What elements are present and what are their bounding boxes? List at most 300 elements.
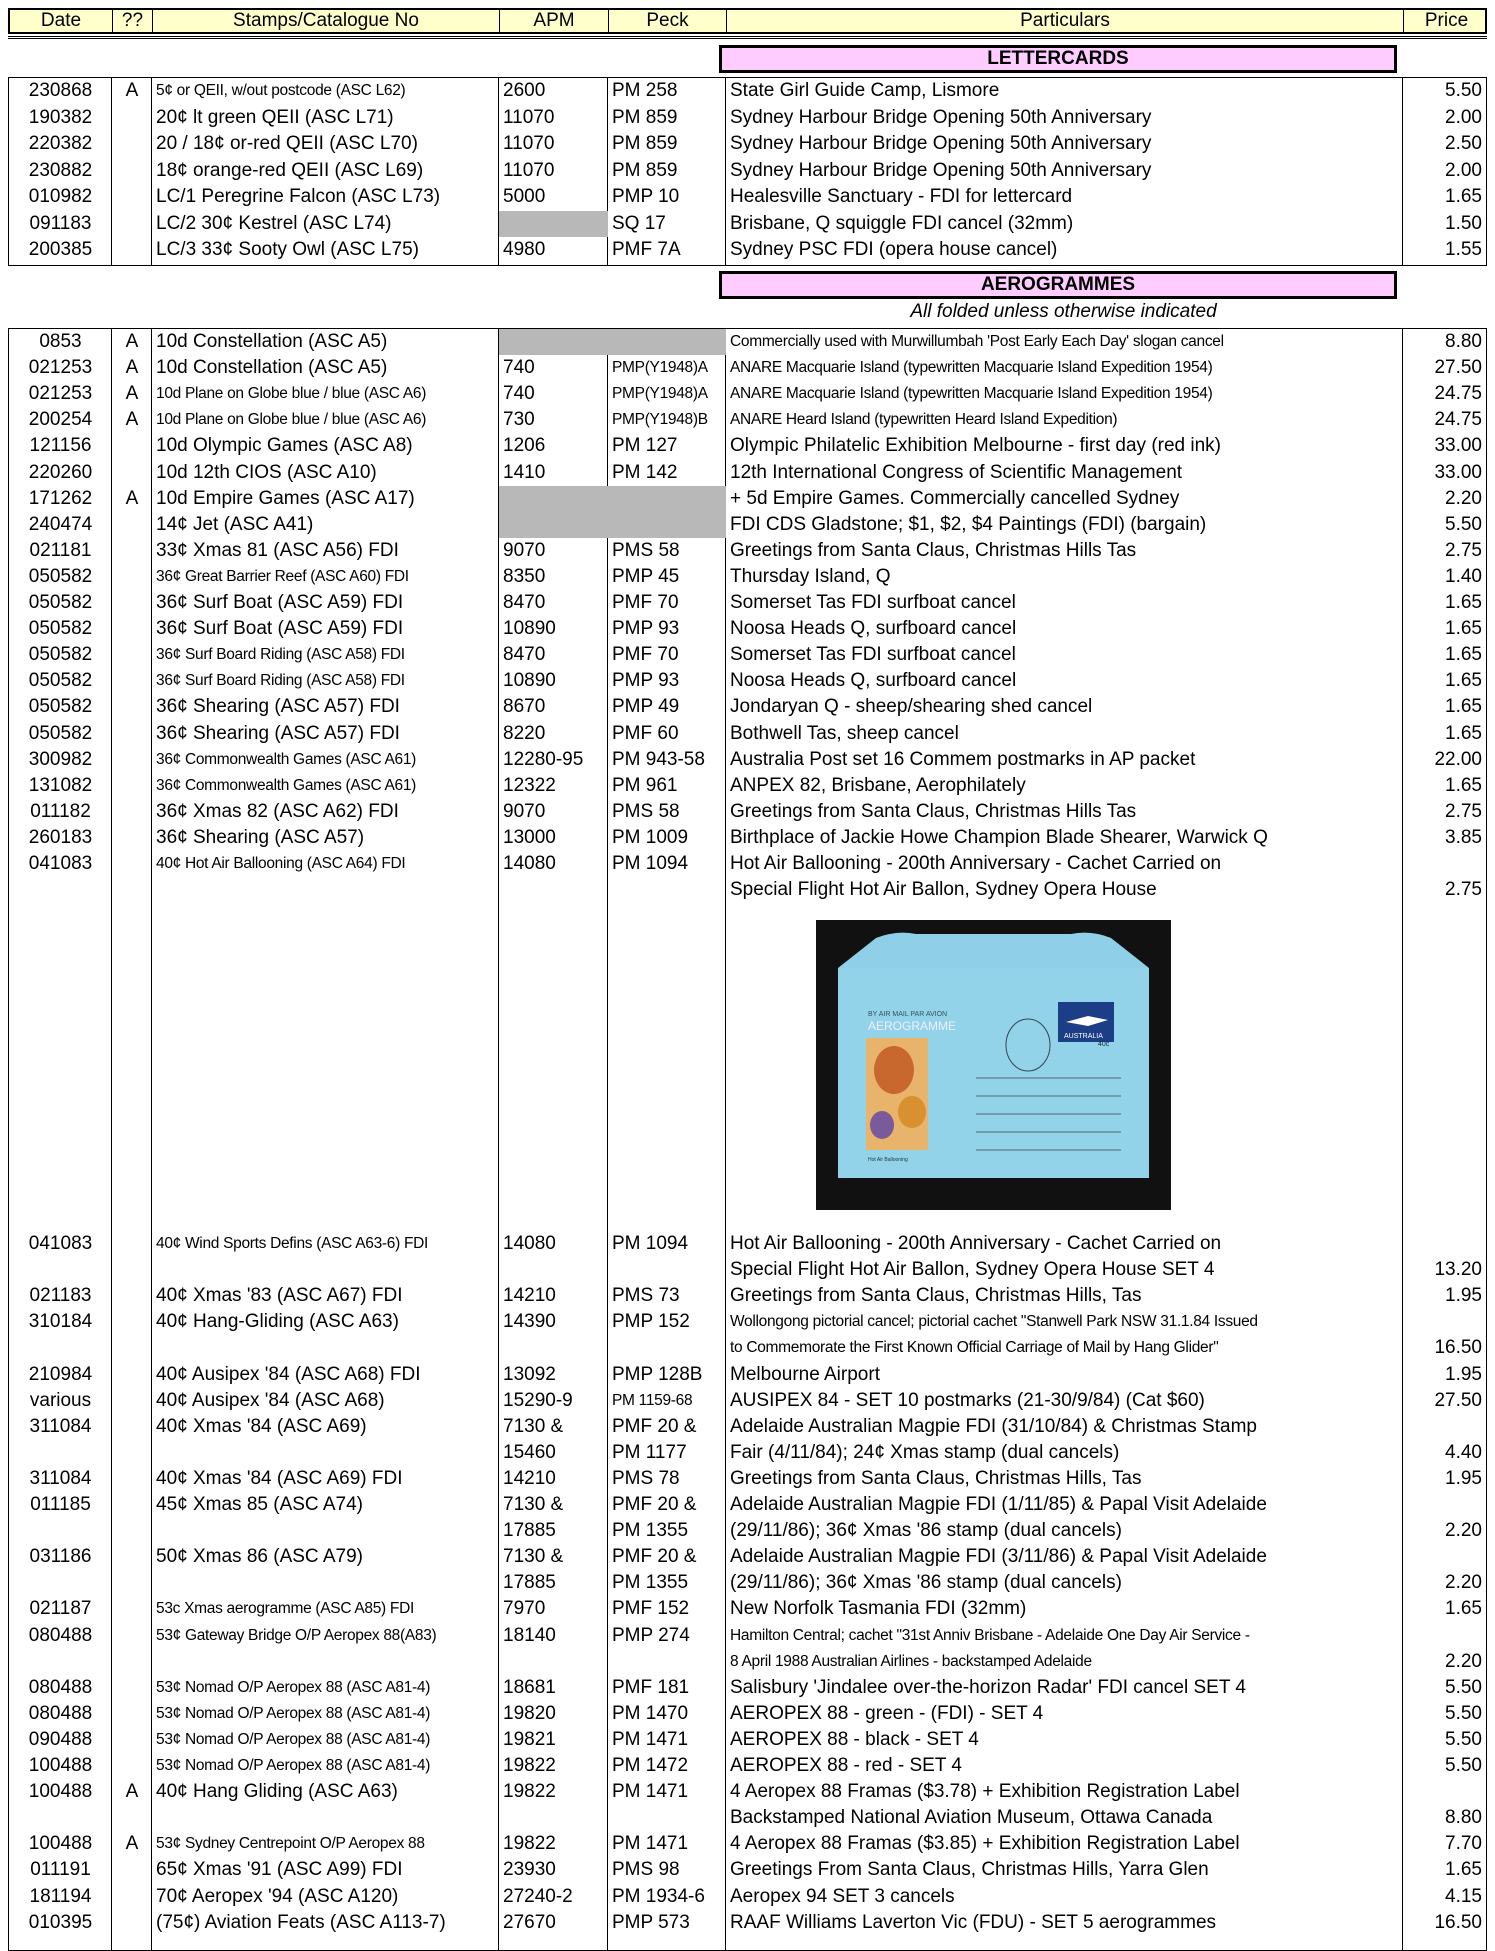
cell-part: (29/11/86); 36¢ Xmas '86 stamp (dual cancels) [730,1520,1122,1542]
table-row [9,1831,1488,1857]
cell-flag [112,1623,152,1649]
cell-stamp: 40¢ Xmas '84 (ASC A69) [156,1415,367,1437]
cell-part: Australia Post set 16 Commem postmarks in AP packet [730,748,1196,770]
cell-apm: 740 [503,357,535,379]
header-date: Date [10,10,113,32]
cell-date [9,1518,112,1544]
cell-flag [112,512,152,538]
cell-part: Greetings from Santa Claus, Christmas Hills, Tas [730,1467,1142,1489]
cell-price: 1.95 [1445,1285,1482,1307]
cell-price: 16.50 [1434,1911,1482,1933]
cell-stamp: 36¢ Xmas 82 (ASC A62) FDI [156,800,399,822]
cell-stamp [152,1805,499,1831]
cell-flag [112,131,152,157]
cell-stamp: 20 / 18¢ or-red QEII (ASC L70) [156,133,418,154]
table-row [9,1701,1488,1727]
table-row [9,799,1488,825]
cell-price: 16.50 [1434,1337,1482,1359]
cell-price: 5.50 [1445,1702,1482,1724]
cell-price: 2.75 [1445,539,1482,561]
cell-stamp [152,1649,499,1675]
cell-peck [608,329,726,355]
cell-price: 33.00 [1434,461,1482,483]
cell-date: 181194 [29,1885,92,1907]
table-row [9,486,1488,512]
cell-peck: PMF 7A [612,239,681,260]
cell-stamp [152,1518,499,1544]
cell-date: 260183 [28,826,93,848]
table-row [9,1388,1488,1414]
cell-apm [499,1335,608,1361]
cell-apm: 11070 [503,106,555,128]
cell-apm: 8470 [503,592,546,613]
cell-apm: 8670 [503,696,546,718]
table-row [9,1675,1488,1701]
cell-stamp: 45¢ Xmas 85 (ASC A74) [156,1494,363,1515]
cell-flag [112,851,152,877]
cell-apm: 18140 [503,1624,556,1646]
cell-stamp: 36¢ Shearing (ASC A57) FDI [156,722,400,744]
cell-date: 021253 [28,357,93,379]
cell-price: 5.50 [1445,513,1482,535]
table-row [9,355,1488,381]
cell-price: 2.00 [1445,106,1482,128]
cell-part: Noosa Heads Q, surfboard cancel [730,618,1017,640]
cell-peck: PMP 93 [612,670,680,692]
cell-date: 010982 [28,186,93,207]
cell-price: 1.95 [1445,1363,1482,1385]
cell-stamp: 10d 12th CIOS (ASC A10) [156,461,377,483]
table-row [9,329,1488,355]
cell-stamp: 10d Constellation (ASC A5) [156,331,388,352]
cell-part: 4 Aeropex 88 Framas ($3.78) + Exhibition Registration Label [730,1781,1240,1803]
cell-date: 011191 [30,1859,91,1881]
cell-stamp [152,1570,499,1596]
header-peck: Peck [609,10,727,32]
cell-peck: PMP 49 [612,696,680,718]
cell-flag [112,1388,152,1414]
cell-peck: PM 258 [612,80,678,101]
cell-part: Thursday Island, Q [730,565,891,587]
cell-price: 1.55 [1445,239,1482,260]
table-row [9,105,1488,131]
table-row [9,1257,1488,1283]
table-row [9,381,1488,407]
cell-apm [499,211,608,237]
cell-part: Greetings from Santa Claus, Christmas Hills Tas [730,539,1137,561]
cell-stamp: 65¢ Xmas '91 (ASC A99) FDI [156,1859,403,1881]
cell-peck: PMF 20 & [612,1415,697,1437]
cell-date: 311084 [29,1467,92,1489]
cell-date: 021187 [29,1598,92,1620]
cell-peck: PMP 10 [612,186,680,207]
cell-flag [112,1675,152,1701]
cell-part: Hot Air Ballooning - 200th Anniversary - Cachet Carried on [730,853,1222,874]
table-row [9,1544,1488,1570]
cell-apm: 7130 & [503,1494,564,1515]
cell-stamp [152,877,499,903]
cell-stamp: 36¢ Great Barrier Reef (ASC A60) FDI [156,567,409,585]
cell-flag: A [125,1833,139,1855]
cell-apm: 8470 [503,644,546,666]
cell-date [9,1335,112,1361]
cell-flag [112,694,152,720]
cell-peck: PM 859 [612,133,678,154]
cell-stamp: 5¢ or QEII, w/out postcode (ASC L62) [156,82,406,99]
cell-date: 031186 [29,1546,92,1568]
cell-part: ANARE Macquarie Island (typewritten Macquarie Island Expedition 1954) [730,385,1213,403]
cell-date: 230868 [28,80,93,101]
cell-price: 3.85 [1445,826,1482,848]
cell-price: 8.80 [1445,331,1482,352]
cell-date: 0853 [39,331,82,352]
table-row [9,131,1488,157]
cell-date: 080488 [28,1676,93,1698]
cell-price: 13.20 [1434,1259,1482,1281]
cell-flag [112,158,152,184]
cell-price [1403,1544,1488,1570]
cell-stamp: 53¢ Nomad O/P Aeropex 88 (ASC A81-4) [156,1704,431,1722]
cell-price: 24.75 [1434,409,1482,431]
cell-apm: 15460 [503,1441,556,1463]
table-row [9,538,1488,564]
cell-price: 33.00 [1434,435,1482,457]
cell-price: 5.50 [1445,1676,1482,1698]
cell-peck: PMP 274 [612,1624,690,1646]
cell-apm: 18681 [503,1676,556,1698]
cell-stamp: 53¢ Nomad O/P Aeropex 88 (ASC A81-4) [156,1730,431,1748]
cell-apm: 27240-2 [503,1885,573,1907]
table-row [9,773,1488,799]
cell-price [1403,1779,1488,1805]
cell-stamp: 36¢ Commonwealth Games (ASC A61) [156,776,417,794]
cell-flag: A [125,357,139,379]
cell-flag [112,642,152,668]
cell-stamp: 50¢ Xmas 86 (ASC A79) [156,1546,363,1568]
cell-peck: PMP(Y1948)A [612,359,708,377]
cell-price: 27.50 [1434,357,1482,379]
cell-stamp: 10d Plane on Globe blue / blue (ASC A6) [156,385,427,403]
cell-peck: PM 1471 [612,1728,689,1750]
cell-stamp [152,1257,499,1283]
cell-flag [112,1440,152,1466]
table-row [9,433,1488,459]
cell-flag [112,590,152,616]
cell-part: + 5d Empire Games. Commercially cancelled Sydney [730,487,1180,509]
cell-peck: PM 961 [612,774,678,796]
table-row [9,564,1488,590]
cell-apm: 19822 [503,1755,556,1776]
cell-price: 1.40 [1445,565,1482,587]
table-row [9,1309,1488,1335]
cell-peck: PM 142 [612,461,678,483]
cell-date: 041083 [28,853,93,874]
cell-date: 090488 [28,1728,93,1750]
cell-apm: 7130 & [503,1546,564,1568]
cell-peck: PM 1471 [612,1833,689,1855]
cell-date: 050582 [28,644,93,666]
cell-part: ANARE Heard Island (typewritten Heard Island Expedition) [730,411,1118,429]
cell-peck: PM 1472 [612,1755,689,1776]
aerogrammes-title: AEROGRAMMES [719,271,1397,299]
cell-peck: PMF 181 [612,1676,690,1698]
cell-part: 12th International Congress of Scientific Management [730,461,1183,483]
cell-apm: 5000 [503,186,546,207]
table-header [8,8,1487,34]
cell-stamp: 40¢ Hang-Gliding (ASC A63) [156,1311,399,1333]
cell-apm: 7130 & [503,1415,564,1437]
table-row [9,1362,1488,1388]
cell-stamp: 40¢ Hot Air Ballooning (ASC A64) FDI [156,855,406,872]
cell-price: 2.75 [1445,879,1482,901]
cell-apm: 14390 [503,1311,556,1333]
cell-peck [608,1649,726,1675]
cell-peck: PM 943-58 [612,748,705,770]
image-aerogramme-text: AEROGRAMME [868,1019,957,1033]
cell-stamp: 40¢ Hang Gliding (ASC A63) [156,1781,398,1803]
cell-apm [499,1257,608,1283]
cell-price: 5.50 [1445,80,1482,101]
cell-flag [112,1414,152,1440]
cell-date: 091183 [29,212,92,234]
cell-peck: PMS 78 [612,1467,680,1489]
cell-date: 021253 [28,383,93,405]
cell-part: State Girl Guide Camp, Lismore [730,80,1000,101]
cell-date: various [29,1389,92,1411]
cell-flag [112,1492,152,1518]
table-row [9,590,1488,616]
cell-peck: PMS 58 [612,800,680,822]
cell-part: Greetings from Santa Claus, Christmas Hills, Tas [730,1285,1142,1307]
cell-price: 1.65 [1445,774,1482,796]
cell-part: Aeropex 94 SET 3 cancels [730,1885,955,1907]
cell-flag [112,1910,152,1936]
cell-flag [112,1596,152,1622]
cell-apm [499,877,608,903]
table-row [9,460,1488,486]
table-row [9,184,1488,210]
cell-flag: A [125,331,139,352]
cell-part: (29/11/86); 36¢ Xmas '86 stamp (dual cancels) [730,1572,1122,1594]
cell-date: 041083 [28,1233,93,1254]
cell-stamp: 53¢ Sydney Centrepoint O/P Aeropex 88 [156,1835,425,1853]
cell-stamp: 10d Olympic Games (ASC A8) [156,435,413,457]
cell-peck: PMF 70 [612,592,679,613]
table-row [9,1440,1488,1466]
cell-apm: 14210 [503,1285,556,1307]
cell-price [1403,851,1488,877]
cell-apm: 13092 [503,1363,556,1385]
cell-peck: PMF 152 [612,1598,690,1620]
cell-flag [112,1884,152,1910]
cell-peck: PMF 60 [612,722,679,744]
table-row [9,1414,1488,1440]
cell-stamp: 53¢ Nomad O/P Aeropex 88 (ASC A81-4) [156,1678,431,1696]
cell-part: Special Flight Hot Air Ballon, Sydney Opera House SET 4 [730,1259,1215,1281]
cell-price: 1.50 [1445,212,1482,234]
cell-flag [112,825,152,851]
cell-date: 010395 [28,1911,93,1933]
table-row [9,158,1488,184]
cell-stamp: 10d Constellation (ASC A5) [156,357,388,379]
table-row [9,78,1488,104]
aerogrammes-table [8,328,1487,1951]
cell-price: 1.65 [1445,1859,1482,1881]
header-divider [8,36,1487,39]
cell-peck: PMP 573 [612,1911,690,1933]
cell-apm: 740 [503,383,535,405]
cell-date: 050582 [28,592,93,613]
cell-price: 2.20 [1445,1520,1482,1542]
cell-price: 4.15 [1445,1885,1482,1907]
cell-peck: PM 1159-68 [612,1391,693,1409]
cell-apm: 13000 [503,826,556,848]
aerogrammes-subtitle: All folded unless otherwise indicated [910,301,1217,322]
table-row [9,1623,1488,1649]
cell-apm: 12280-95 [503,748,584,770]
cell-peck [608,512,726,538]
cell-stamp: 53¢ Gateway Bridge O/P Aeropex 88(A83) [156,1626,437,1644]
cell-flag [112,616,152,642]
cell-part: Adelaide Australian Magpie FDI (3/11/86) & Papal Visit Adelaide [730,1546,1267,1568]
cell-date: 131082 [28,774,93,796]
cell-flag [112,668,152,694]
cell-peck: PM 1094 [612,1233,689,1254]
cell-date: 220260 [28,461,93,483]
cell-date: 230882 [28,159,93,181]
cell-part: Sydney Harbour Bridge Opening 50th Anniversary [730,159,1152,181]
table-row [9,1779,1488,1805]
cell-stamp: (75¢) Aviation Feats (ASC A113-7) [156,1911,446,1933]
cell-apm: 19821 [503,1728,556,1750]
cell-peck: PM 1177 [612,1441,687,1463]
cell-stamp [152,1335,499,1361]
cell-part: Olympic Philatelic Exhibition Melbourne - first day (red ink) [730,435,1222,457]
cell-stamp: 53c Xmas aerogramme (ASC A85) FDI [156,1600,414,1618]
cell-stamp: 20¢ lt green QEII (ASC L71) [156,106,394,128]
cell-date: 240474 [28,513,93,535]
table-row [9,877,1488,903]
cell-part: Greetings From Santa Claus, Christmas Hills, Yarra Glen [730,1859,1209,1881]
cell-stamp: 70¢ Aeropex '94 (ASC A120) [156,1885,399,1907]
table-row [9,694,1488,720]
cell-part: Special Flight Hot Air Ballon, Sydney Opera House [730,879,1157,901]
cell-part: Hamilton Central; cachet "31st Anniv Brisbane - Adelaide One Day Air Service - [730,1626,1250,1644]
cell-stamp: LC/3 33¢ Sooty Owl (ASC L75) [156,239,419,260]
cell-apm: 19822 [503,1833,556,1855]
cell-part: ANARE Macquarie Island (typewritten Macquarie Island Expedition 1954) [730,359,1213,377]
table-row [9,616,1488,642]
image-caption: Hot Air Ballooning [868,1157,908,1163]
cell-date: 311084 [29,1415,92,1437]
cell-flag [112,1649,152,1675]
cell-flag [112,799,152,825]
header-flag: ?? [113,10,153,32]
cell-peck: PM 1009 [612,826,689,848]
cell-part: AEROPEX 88 - green - (FDI) - SET 4 [730,1702,1044,1724]
cell-flag [112,773,152,799]
cell-flag [112,1857,152,1883]
cell-date [9,1570,112,1596]
cell-stamp: 14¢ Jet (ASC A41) [156,513,314,535]
cell-stamp: 33¢ Xmas 81 (ASC A56) FDI [156,539,399,561]
cell-flag [112,1231,152,1257]
cell-apm: 15290-9 [503,1389,573,1411]
table-row [9,407,1488,433]
cell-flag [112,184,152,210]
cell-part: AEROPEX 88 - black - SET 4 [730,1728,979,1750]
header-apm: APM [500,10,609,32]
cell-price: 8.80 [1445,1807,1482,1829]
cell-apm: 10890 [503,670,556,692]
cell-apm: 14080 [503,1233,556,1254]
cell-apm [499,512,608,538]
cell-price: 1.65 [1445,186,1482,207]
cell-part: Brisbane, Q squiggle FDI cancel (32mm) [730,212,1074,234]
cell-date [9,1257,112,1283]
table-row [9,668,1488,694]
cell-peck: PM 859 [612,106,678,128]
table-row [9,1805,1488,1831]
cell-flag [112,1362,152,1388]
cell-part: FDI CDS Gladstone; $1, $2, $4 Paintings (FDI) (bargain) [730,513,1207,535]
cell-peck [608,486,726,512]
cell-part: Adelaide Australian Magpie FDI (31/10/84) & Christmas Stamp [730,1415,1257,1437]
table-row [9,1857,1488,1883]
cell-stamp: 36¢ Surf Board Riding (ASC A58) FDI [156,646,405,664]
cell-flag [112,1257,152,1283]
cell-part: Noosa Heads Q, surfboard cancel [730,670,1017,692]
cell-flag [112,105,152,131]
cell-price: 1.65 [1445,670,1482,692]
cell-flag [112,538,152,564]
cell-price: 5.50 [1445,1755,1482,1776]
cell-stamp: 36¢ Shearing (ASC A57) FDI [156,696,400,718]
cell-stamp: 40¢ Xmas '84 (ASC A69) FDI [156,1467,403,1489]
cell-flag: A [125,1781,139,1803]
cell-flag [112,1701,152,1727]
cell-date: 100488 [28,1781,93,1803]
cell-flag [112,1727,152,1753]
cell-apm: 14080 [503,853,556,874]
cell-part: Adelaide Australian Magpie FDI (1/11/85) & Papal Visit Adelaide [730,1494,1267,1515]
cell-stamp: 18¢ orange-red QEII (ASC L69) [156,159,424,181]
table-row [9,1910,1488,1936]
table-row [9,747,1488,773]
cell-peck [608,1257,726,1283]
cell-price: 2.00 [1445,159,1482,181]
cell-flag [112,1309,152,1335]
table-row [9,1649,1488,1675]
cell-part: Somerset Tas FDI surfboat cancel [730,644,1016,666]
cell-peck: PMF 20 & [612,1494,697,1515]
cell-flag [112,1805,152,1831]
cell-price: 1.65 [1445,592,1482,613]
cell-price: 27.50 [1434,1389,1482,1411]
cell-price [1403,1309,1488,1335]
cell-apm [499,1805,608,1831]
header-price: Price [1424,10,1469,31]
cell-flag [112,1753,152,1779]
cell-price: 2.50 [1445,133,1482,154]
cell-date: 011182 [30,800,91,822]
cell-price: 4.40 [1445,1441,1482,1463]
cell-date: 210984 [28,1363,93,1385]
cell-apm: 1410 [503,461,546,483]
cell-part: Melbourne Airport [730,1363,880,1385]
table-row [9,1727,1488,1753]
cell-price: 1.65 [1445,722,1482,744]
